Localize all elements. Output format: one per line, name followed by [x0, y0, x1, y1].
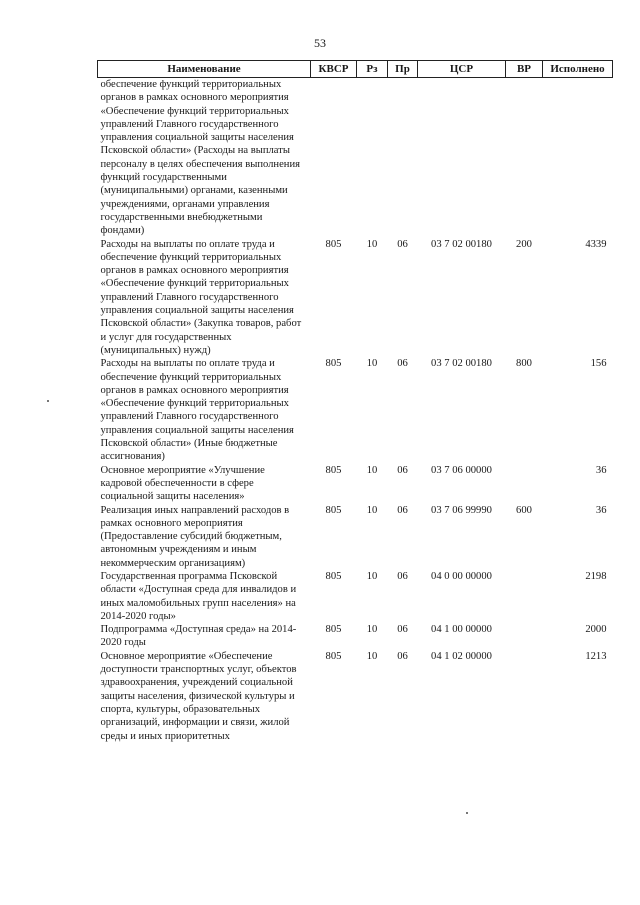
row-name: обеспечение функций территориальных органов в рамках основного мероприятия «Обеспечение функций территориальных управлений Главного государственного управления социальной защиты населения Псковской области» (Расходы на выплаты персоналу в целях обеспечения выполнения функций государственными (муниципальными) органами, казенными учреждениями, органами управления государственными внебюджетными фондами) — [100, 79, 301, 237]
row-kvsr: 805 — [325, 504, 342, 516]
row-done: 1213 — [585, 650, 607, 662]
row-rz: 10 — [366, 624, 378, 636]
scan-speck — [47, 400, 49, 402]
row-kvsr — [311, 78, 357, 238]
header-kvsr: КВСР — [311, 61, 357, 78]
table-row — [98, 357, 613, 463]
row-vr: 200 — [516, 238, 532, 250]
row-rz: 10 — [366, 570, 378, 582]
row-vr — [506, 78, 543, 238]
row-done: 36 — [595, 464, 607, 476]
table-header-row — [98, 61, 613, 78]
row-done: 4339 — [585, 238, 607, 250]
row-name: Подпрограмма «Доступная среда» на 2014-2020 годы — [100, 624, 297, 649]
row-pr: 06 — [397, 650, 408, 662]
row-kvsr: 805 — [325, 570, 342, 582]
page-number: 53 — [314, 36, 326, 50]
row-done: 156 — [590, 358, 607, 370]
scan-speck — [466, 812, 468, 814]
row-name: Государственная программа Псковской области «Доступная среда для инвалидов и иных маломобильных групп населения» на 2014-2020 годы» — [100, 570, 297, 622]
table-row — [98, 78, 613, 238]
row-vr: 600 — [516, 504, 532, 516]
row-csr — [418, 78, 506, 238]
row-csr: 04 1 02 00000 — [431, 650, 492, 662]
row-pr: 06 — [397, 238, 408, 250]
row-rz: 10 — [366, 238, 378, 250]
row-csr: 04 1 00 00000 — [431, 624, 492, 636]
row-vr — [506, 623, 543, 650]
row-name: Основное мероприятие «Улучшение кадровой обеспеченности в сфере социальной защиты населения» — [100, 464, 265, 503]
row-pr: 06 — [397, 504, 408, 516]
row-done: 2198 — [585, 570, 607, 582]
row-done: 36 — [595, 504, 607, 516]
row-rz: 10 — [366, 650, 378, 662]
header-vr: ВР — [506, 61, 543, 78]
row-kvsr: 805 — [325, 650, 342, 662]
row-pr — [388, 78, 418, 238]
table-row — [98, 570, 613, 623]
row-csr: 03 7 06 99990 — [431, 504, 492, 516]
header-name: Наименование — [98, 61, 311, 78]
header-pr: Пр — [388, 61, 418, 78]
header-done: Исполнено — [543, 61, 613, 78]
row-name: Основное мероприятие «Обеспечение доступности транспортных услуг, объектов здравоохранения, учреждений социальной защиты населения, физической культуры и спорта, культуры, образовательных организаций, информации и связи, жилой среды и иных приоритетных — [100, 650, 297, 742]
row-csr: 04 0 00 00000 — [431, 570, 492, 582]
table-row — [98, 504, 613, 570]
row-pr: 06 — [397, 624, 408, 636]
row-pr: 06 — [397, 570, 408, 582]
row-pr: 06 — [397, 358, 408, 370]
row-vr — [506, 570, 543, 623]
row-name: Расходы на выплаты по оплате труда и обеспечение функций территориальных органов в рамках основного мероприятия «Обеспечение функций территориальных управлений Главного государственного управления социальной защиты населения Псковской области» (Иные бюджетные ассигнования) — [100, 358, 294, 463]
row-kvsr: 805 — [325, 624, 342, 636]
row-vr — [506, 650, 543, 743]
table-row — [98, 650, 613, 743]
row-done: 2000 — [585, 624, 607, 636]
row-rz: 10 — [366, 464, 378, 476]
row-name: Расходы на выплаты по оплате труда и обеспечение функций территориальных органов в рамках основного мероприятия «Обеспечение функций территориальных управлений Главного государственного управления социальной защиты населения Псковской области» (Закупка товаров, работ и услуг для государственных (муниципальных) нужд) — [100, 238, 302, 356]
row-name: Реализация иных направлений расходов в рамках основного мероприятия (Предоставление субсидий бюджетным, автономным учреждениям и иным некоммерческим организациям) — [100, 504, 290, 569]
row-vr — [506, 464, 543, 504]
table-row — [98, 238, 613, 358]
row-rz: 10 — [366, 504, 378, 516]
row-vr: 800 — [516, 358, 532, 370]
row-rz: 10 — [366, 358, 378, 370]
header-rz: Рз — [357, 61, 388, 78]
row-csr: 03 7 02 00180 — [431, 358, 492, 370]
budget-table — [97, 60, 613, 743]
table-row — [98, 623, 613, 650]
row-kvsr: 805 — [325, 238, 342, 250]
row-done — [543, 78, 613, 238]
table-row — [98, 464, 613, 504]
row-rz — [357, 78, 388, 238]
row-pr: 06 — [397, 464, 408, 476]
row-csr: 03 7 02 00180 — [431, 238, 492, 250]
row-csr: 03 7 06 00000 — [431, 464, 492, 476]
row-kvsr: 805 — [325, 358, 342, 370]
header-csr: ЦСР — [418, 61, 506, 78]
row-kvsr: 805 — [325, 464, 342, 476]
